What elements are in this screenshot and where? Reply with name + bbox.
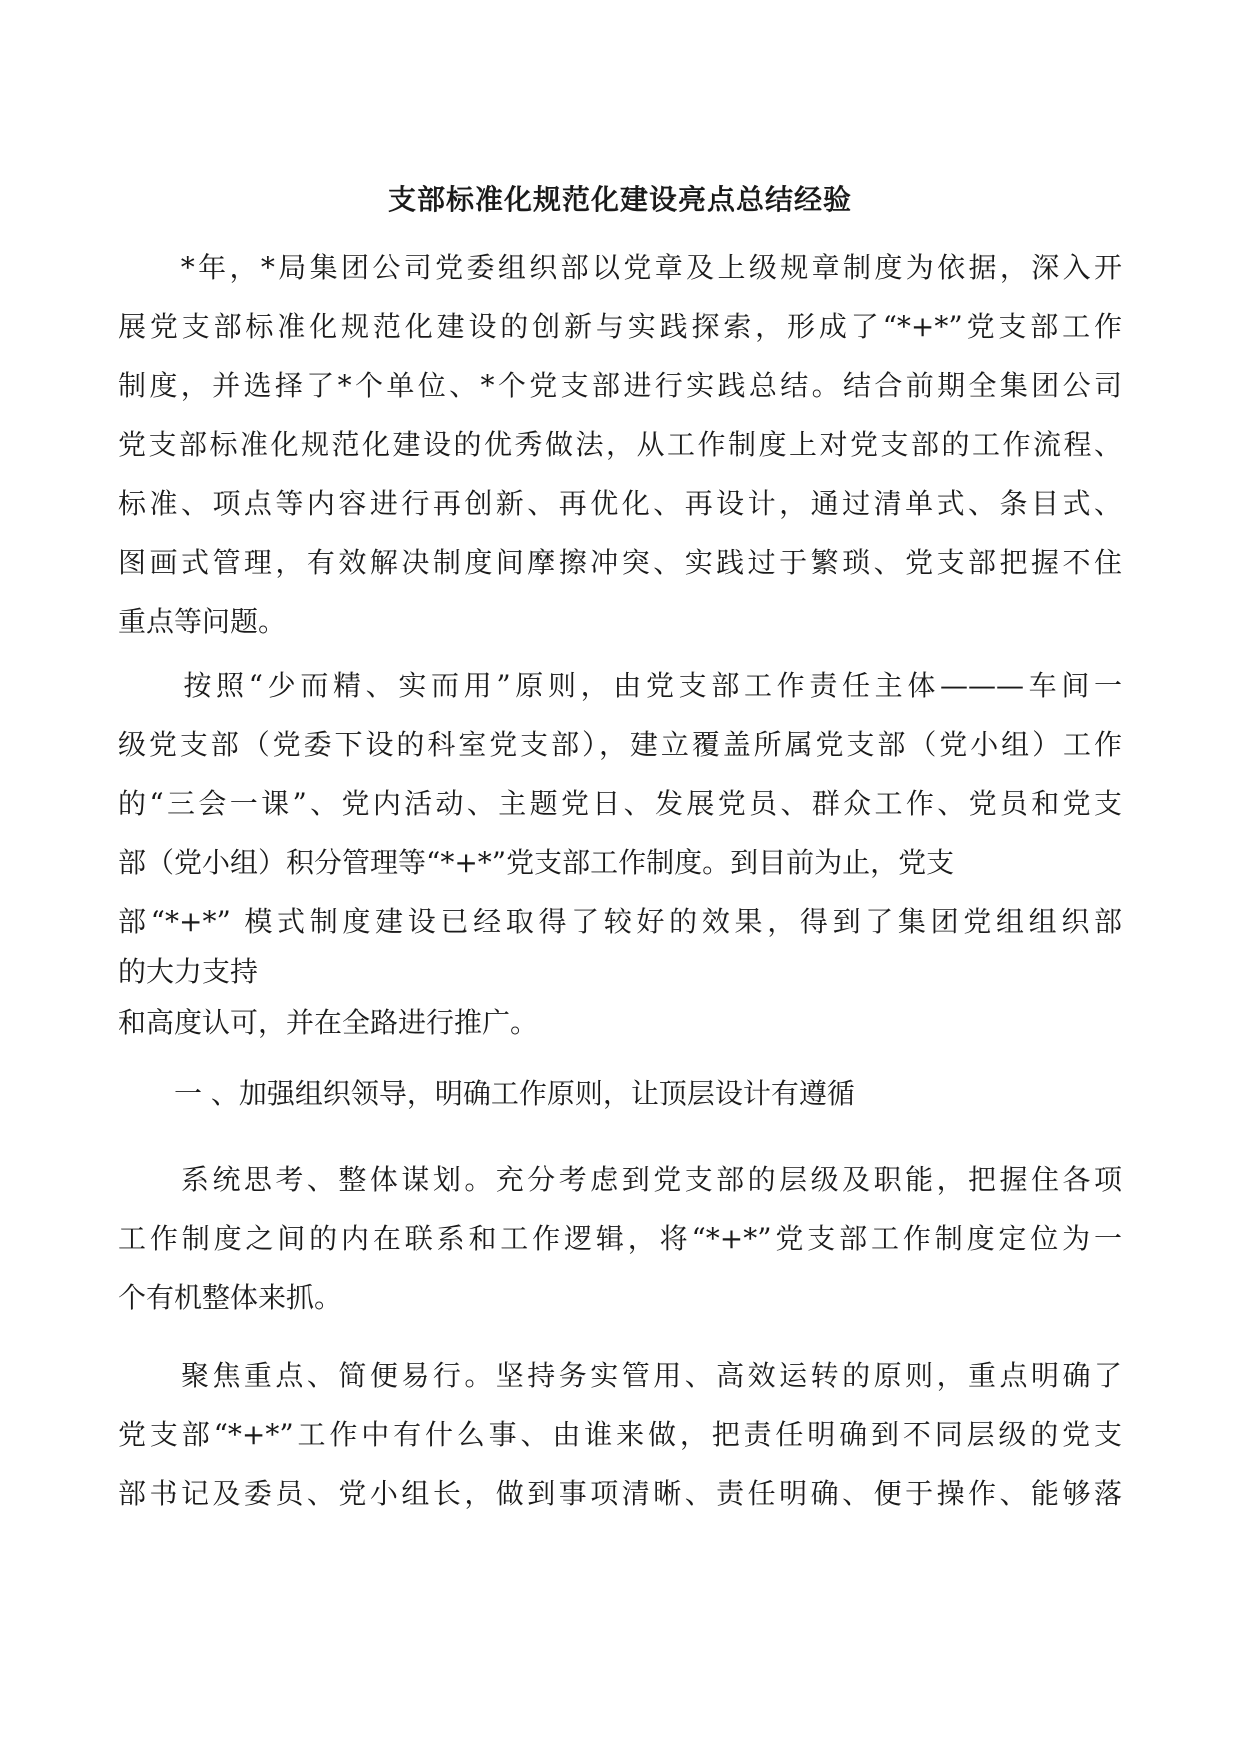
paragraph-1 (118, 238, 1122, 651)
paragraph-line: 部书记及委员、党小组长，做到事项清晰、责任明确、便于操作、能够落 (118, 1477, 1122, 1510)
paragraph-line: 展党支部标准化规范化建设的创新与实践探索，形成了“*+*”党支部工作 (118, 310, 1122, 343)
paragraph-line: 和高度认可，并在全路进行推广。 (118, 1006, 539, 1039)
paragraph-line: 工作制度之间的内在联系和工作逻辑，将“*+*”党支部工作制度定位为一 (118, 1222, 1122, 1255)
paragraph-2 (118, 656, 1122, 1052)
document-title: 支部标准化规范化建设亮点总结经验 (387, 183, 852, 216)
paragraph-line: *年，*局集团公司党委组织部以党章及上级规章制度为依据，深入开 (118, 251, 1122, 284)
paragraph-line: 图画式管理，有效解决制度间摩擦冲突、实践过于繁琐、党支部把握不住 (118, 546, 1122, 579)
paragraph-line: 部“*+*” 模式制度建设已经取得了较好的效果，得到了集团党组组织部 (118, 905, 1122, 938)
section-heading (118, 1064, 1122, 1123)
paragraph-line: 个有机整体来抓。 (118, 1281, 343, 1314)
paragraph-line: 部（党小组）积分管理等“*+*”党支部工作制度。到目前为止，党支 (118, 846, 955, 879)
paragraph-line: 制度，并选择了*个单位、*个党支部进行实践总结。结合前期全集团公司 (118, 369, 1122, 402)
paragraph-3 (118, 1150, 1122, 1327)
paragraph-line: 按照“少而精、实而用”原则，由党支部工作责任主体———车间一 (118, 669, 1122, 702)
paragraph-line: 党支部“*+*”工作中有什么事、由谁来做，把责任明确到不同层级的党支 (118, 1418, 1122, 1451)
paragraph-line: 级党支部（党委下设的科室党支部），建立覆盖所属党支部（党小组）工作 (118, 728, 1122, 761)
paragraph-line: 标准、项点等内容进行再创新、再优化、再设计，通过清单式、条目式、 (118, 487, 1122, 520)
paragraph-line: 系统思考、整体谋划。充分考虑到党支部的层级及职能，把握住各项 (118, 1163, 1122, 1196)
paragraph-line: 聚焦重点、简便易行。坚持务实管用、高效运转的原则，重点明确了 (118, 1359, 1122, 1392)
section-heading-text: 一 、加强组织领导，明确工作原则，让顶层设计有遵循 (118, 1077, 855, 1110)
paragraph-line: 重点等问题。 (118, 605, 287, 638)
paragraph-line: 的大力支持 (118, 955, 259, 988)
paragraph-4 (118, 1346, 1122, 1523)
paragraph-line: 的“三会一课”、党内活动、主题党日、发展党员、群众工作、党员和党支 (118, 787, 1122, 820)
paragraph-line: 党支部标准化规范化建设的优秀做法，从工作制度上对党支部的工作流程、 (118, 428, 1122, 461)
